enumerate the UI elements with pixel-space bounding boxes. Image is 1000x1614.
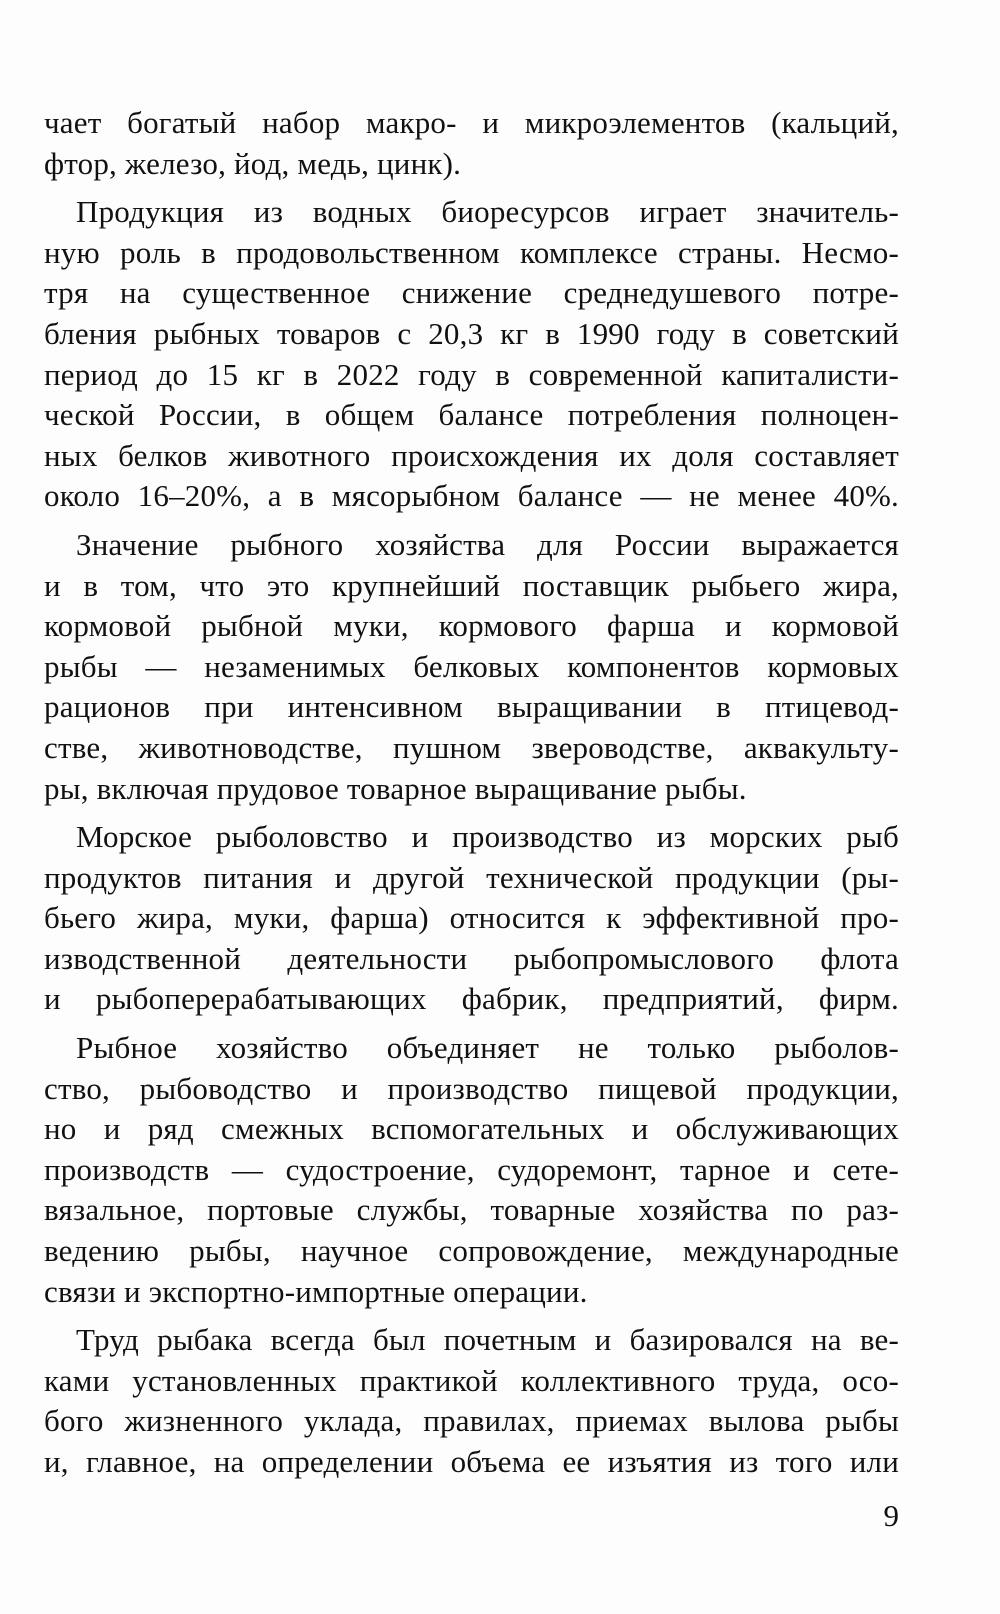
paragraph-3: [44, 525, 899, 809]
text-line: рыбы — незаменимых белковых компонентов кормовых: [44, 648, 899, 684]
text-line: связи и экспортно-импортные операции.: [44, 1273, 588, 1309]
text-line: и, главное, на определении объема ее изъятия из того или: [44, 1444, 899, 1479]
text-line: Значение рыбного хозяйства для России выражается: [76, 526, 899, 562]
text-line: бления рыбных товаров с 20,3 кг в 1990 году в советский: [44, 315, 899, 351]
paragraph-6: [44, 1320, 899, 1482]
page-number: 9: [883, 1498, 899, 1533]
text-line: бого жизненного уклада, правилах, приемах вылова рыбы: [44, 1403, 899, 1439]
text-line: чает богатый набор макро- и микроэлементов (кальций,: [44, 105, 899, 140]
text-line: вязальное, портовые службы, товарные хозяйства по раз-: [44, 1192, 899, 1228]
text-line: кормовой рыбной муки, кормового фарша и кормовой: [44, 608, 899, 644]
text-line: тря на существенное снижение среднедушевого потре-: [44, 275, 899, 311]
text-line: фтор, железо, йод, медь, цинк).: [44, 145, 462, 181]
text-line: производств — судостроение, судоремонт, тарное и сете-: [44, 1151, 899, 1187]
paragraph-2: [44, 192, 899, 517]
paragraph-4: [44, 817, 899, 1020]
text-line: Труд рыбака всегда был почетным и базировался на ве-: [76, 1322, 899, 1358]
text-line: Морское рыболовство и производство из морских рыб: [76, 819, 899, 855]
text-line: ками установленных практикой коллективного труда, осо-: [44, 1362, 899, 1398]
text-line: ную роль в продовольственном комплексе страны. Несмо-: [44, 234, 899, 270]
text-line: период до 15 кг в 2022 году в современной капиталисти-: [44, 356, 899, 392]
text-line: ство, рыбоводство и производство пищевой продукции,: [44, 1070, 899, 1106]
text-line: около 16–20%, а в мясорыбном балансе — не менее 40%.: [44, 478, 899, 514]
text-line: ческой России, в общем балансе потребления полноцен-: [44, 397, 899, 433]
text-line: и рыбоперерабатывающих фабрик, предприятий, фирм.: [44, 981, 899, 1017]
text-line: ведению рыбы, научное сопровождение, международные: [44, 1233, 899, 1269]
paragraph-1: [44, 103, 899, 184]
text-line: рационов при интенсивном выращивании в птицевод-: [44, 689, 899, 725]
text-line: Рыбное хозяйство объединяет не только рыболов-: [76, 1030, 899, 1066]
text-line: Продукция из водных биоресурсов играет значитель-: [76, 194, 899, 230]
text-line: ных белков животного происхождения их доля составляет: [44, 437, 899, 473]
text-line: продуктов питания и другой технической продукции (ры-: [44, 859, 899, 895]
text-line: бьего жира, муки, фарша) относится к эффективной про-: [44, 900, 899, 936]
text-line: изводственной деятельности рыбопромыслового флота: [44, 940, 899, 976]
text-line: ры, включая прудовое товарное выращивание рыбы.: [44, 770, 747, 806]
paragraph-5: [44, 1028, 899, 1312]
text-line: и в том, что это крупнейший поставщик рыбьего жира,: [44, 567, 899, 603]
text-line: стве, животноводстве, пушном звероводстве, аквакульту-: [44, 729, 899, 765]
text-line: но и ряд смежных вспомогательных и обслуживающих: [44, 1111, 899, 1147]
body-text: [44, 103, 899, 1483]
